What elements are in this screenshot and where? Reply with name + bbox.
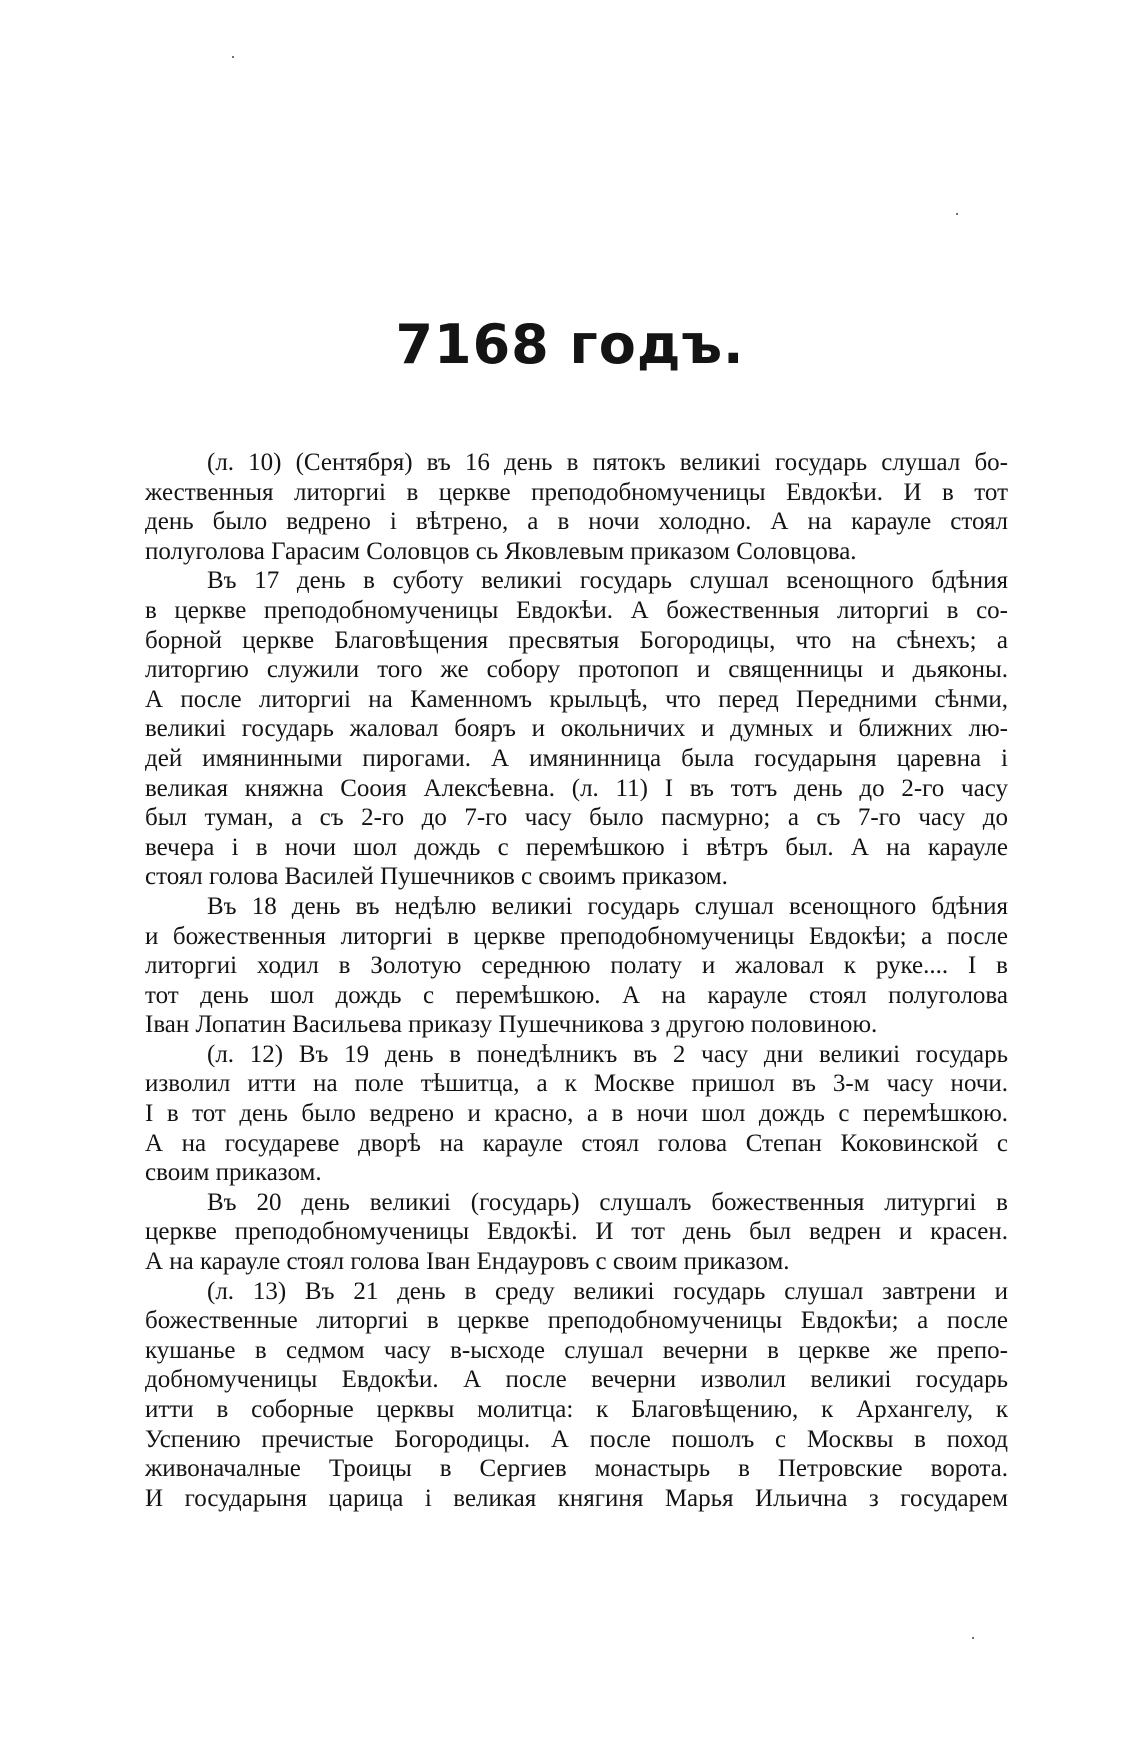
text-line: (л. 12) Въ 19 день в понедѣлникъ въ 2 часу дни великиі государь: [207, 1040, 1008, 1068]
text-line: день было ведрено і вѣтрено, а в ночи холодно. А на карауле стоял: [145, 508, 1008, 536]
scan-speck: [956, 213, 958, 215]
scan-speck: [972, 1637, 974, 1639]
text-line: жественныя литоргиі в церкве преподобномученицы Евдокѣи. И в тот: [145, 478, 1008, 506]
text-line: великая княжна Сооия Алексѣевна. (л. 11) I въ тотъ день до 2-го часу: [145, 774, 1008, 802]
text-line: I в тот день было ведрено и красно, а в ночи шол дождь с перемѣшкою.: [145, 1100, 1008, 1128]
text-line: Въ 18 день въ недѣлю великиі государь слушал всенощного бдѣния: [207, 892, 1008, 920]
text-line: великиі государь жаловал бояръ и окольничих и думных и ближних лю-: [145, 715, 1008, 743]
text-line: кушанье в седмом часу в-ысходе слушал вечерни в церкве же препо-: [145, 1336, 1008, 1364]
text-line: полуголова Гарасим Соловцов сь Яковлевым приказом Соловцова.: [145, 537, 857, 565]
text-line: и божественныя литоргиі в церкве преподобномученицы Евдокѣи; а после: [145, 922, 1008, 950]
text-line: стоял голова Василей Пушечников с своимъ приказом.: [145, 863, 728, 891]
text-line: изволил итти на поле тѣшитца, а к Москве пришол въ 3-м часу ночи.: [145, 1070, 1008, 1098]
text-line: церкве преподобномученицы Евдокѣі. И тот день был ведрен и красен.: [145, 1218, 1008, 1246]
text-line: итти в соборные церквы молитца: к Благовѣщению, к Архангелу, к: [145, 1396, 1008, 1423]
text-line: своим приказом.: [145, 1159, 322, 1187]
scan-speck: [232, 56, 234, 58]
text-line: божественные литоргиі в церкве преподобномученицы Евдокѣи; а после: [145, 1307, 1008, 1335]
text-line: добномученицы Евдокѣи. А после вечерни изволил великиі государь: [145, 1366, 1008, 1394]
text-line: Въ 20 день великиі (государь) слушалъ божественныя литургиі в: [207, 1188, 1008, 1216]
text-line: И государыня царица і великая княгиня Марья Ильична з государем: [145, 1484, 1008, 1512]
text-line: живоначалные Троицы в Сергиев монастырь в Петровские ворота.: [145, 1455, 1008, 1483]
paragraph-5: [145, 1188, 1008, 1277]
body-text: [145, 448, 1008, 1513]
text-line: вечера і в ночи шол дождь с перемѣшкою і вѣтръ был. А на карауле: [145, 833, 1008, 861]
text-line: (л. 13) Въ 21 день в среду великиі государь слушал завтрени и: [207, 1277, 1008, 1305]
text-line: Іван Лопатин Васильева приказу Пушечникова з другою половиною.: [145, 1011, 878, 1039]
text-line: литоргиі ходил в Золотую середнюю полату и жаловал к руке.... I в: [145, 952, 1008, 980]
text-line: Въ 17 день в суботу великиі государь слушал всенощного бдѣния: [207, 567, 1008, 595]
paragraph-3: [145, 892, 1008, 1040]
text-line: А на карауле стоял голова Іван Ендауровъ с своим приказом.: [145, 1248, 790, 1276]
text-line: борной церкве Благовѣщения пресвятыя Богородицы, что на сѣнехъ; а: [145, 626, 1008, 654]
text-line: литоргию служили того же собору протопоп и священницы и дьяконы.: [145, 656, 1008, 684]
text-line: А на государеве дворѣ на карауле стоял голова Степан Коковинской с: [145, 1129, 1008, 1157]
text-line: А после литоргиі на Каменномъ крыльцѣ, что перед Передними сѣнми,: [145, 685, 1008, 713]
text-line: Успению пречистые Богородицы. А после пошолъ с Москвы в поход: [145, 1425, 1008, 1453]
text-line: дей имянинными пирогами. А имянинница была государыня царевна і: [145, 744, 1008, 772]
text-line: тот день шол дождь с перемѣшкою. А на карауле стоял полуголова: [145, 981, 1008, 1009]
text-line: в церкве преподобномученицы Евдокѣи. А божественныя литоргиі в со-: [145, 596, 1008, 624]
text-line: был туман, а съ 2-го до 7-го часу было пасмурно; а съ 7-го часу до: [145, 804, 1008, 832]
page-heading: 7168 годъ.: [395, 313, 745, 376]
paragraph-1: [145, 448, 1008, 566]
paragraph-6: [145, 1277, 1008, 1514]
paragraph-2: [145, 566, 1008, 892]
text-line: (л. 10) (Сентября) въ 16 день в пятокъ великиі государь слушал бо-: [207, 449, 1008, 476]
paragraph-4: [145, 1040, 1008, 1188]
